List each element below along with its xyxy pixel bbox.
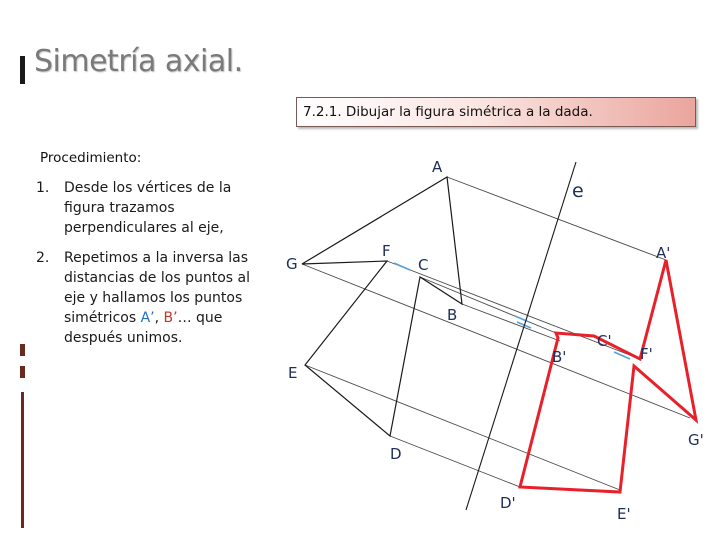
point-label-g: G (286, 255, 298, 273)
step-number: 1. (36, 180, 50, 196)
step-number: 2. (36, 250, 50, 266)
construction-line-d (390, 436, 520, 487)
distance-mark (394, 263, 410, 270)
point-label-a: A (432, 158, 443, 176)
step-separator: , (154, 310, 164, 326)
construction-line-a (447, 177, 666, 260)
point-label-b: B (447, 306, 458, 324)
slide-title: Simetría axial. (34, 44, 243, 79)
axis-label-e: e (572, 180, 584, 202)
step-text-end: … que después unimos. (64, 310, 223, 346)
procedure-heading: Procedimiento: (40, 150, 142, 166)
point-label-f-prime: F' (640, 345, 653, 363)
point-label-b-prime: B' (552, 348, 567, 366)
point-label-e: E (288, 364, 298, 382)
point-label-e-prime: E' (617, 505, 631, 523)
point-label-f: F (382, 242, 391, 260)
construction-lines (302, 177, 690, 490)
point-label-a-prime: A' (656, 244, 671, 262)
symmetric-figure (520, 260, 696, 492)
original-figure (302, 177, 462, 436)
exercise-statement: 7.2.1. Dibujar la figura simétrica a la dada. (303, 104, 593, 120)
construction-line-e (305, 365, 620, 490)
point-label-d: D (390, 445, 402, 463)
point-label-g-prime: G' (688, 431, 704, 449)
step-text: Repetimos a la inversa las distancias de los puntos al eje y hallamos los puntos simétricos (64, 250, 250, 326)
point-a-prime-ref: A’ (140, 310, 155, 326)
point-label-d-prime: D' (500, 494, 516, 512)
step-text: Desde los vértices de la figura trazamos perpendiculares al eje, (64, 180, 232, 236)
point-label-c: C (418, 256, 429, 274)
point-label-c-prime: C' (597, 332, 612, 350)
point-b-prime-ref: B’ (163, 310, 178, 326)
construction-line-c (420, 277, 556, 333)
